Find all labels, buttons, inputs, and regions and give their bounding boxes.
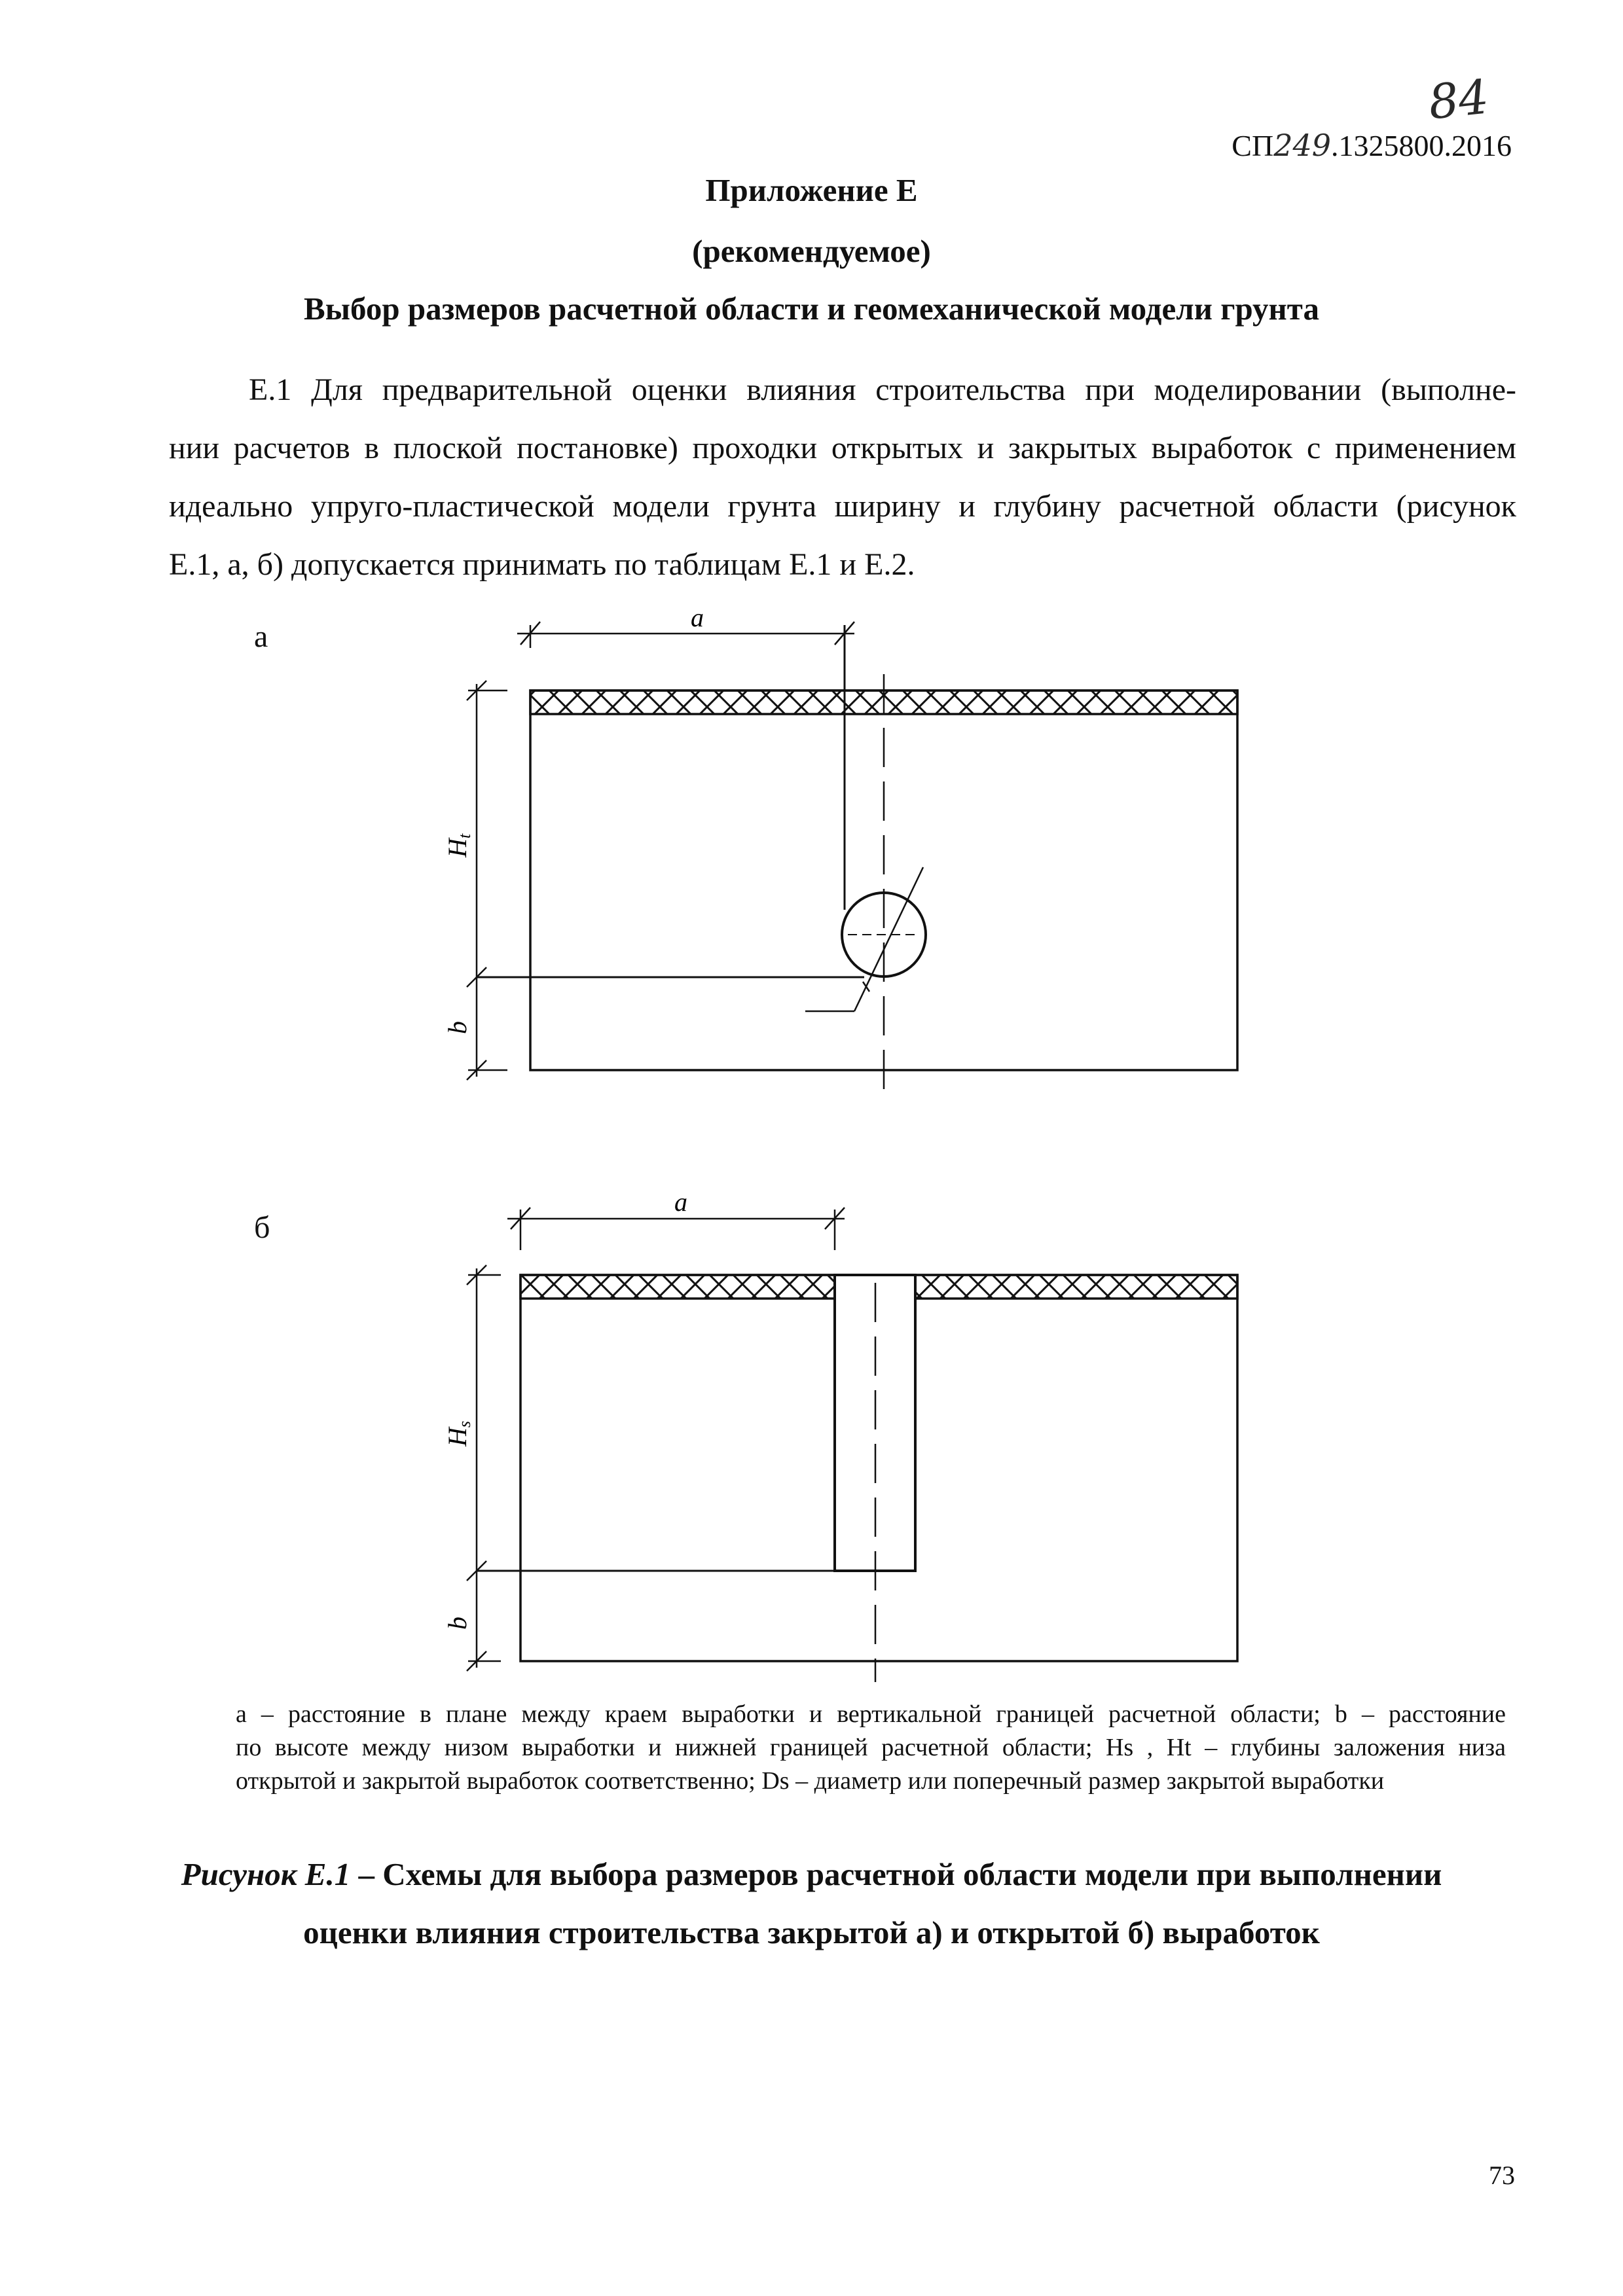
legend-line: по высоте между низом выработки и нижней границей расчетной области; Hs , Ht – глубины заложения низа [236,1734,1506,1761]
figure-b-ground-surface-hatch-left [520,1275,835,1299]
figure-a-dim-b-text: b [443,1021,472,1034]
figure-b-dim-h-text [443,1421,474,1447]
figure-a-dim-a-text: a [691,603,704,632]
figure-b-dim-h-sub: s [455,1420,474,1428]
document-code-prefix: СП [1231,129,1274,162]
figure-caption-line2: оценки влияния строительства закрытой а) и открытой б) выработок [303,1914,1320,1950]
figure-caption-text: – Схемы для выбора размеров расчетной области модели при выполнении [350,1856,1442,1892]
legend-line: a – расстояние в плане между краем выработки и вертикальной границей расчетной области; b – расстояние [236,1700,1506,1728]
figure-a-label: а [254,619,268,654]
figure-caption-line1 [0,1856,1623,1893]
handwritten-page-number: 84 [1426,69,1492,130]
figure-a-dim-h-main: H [443,838,472,857]
figure-b-label: б [254,1210,270,1245]
figure-b-dim-b-text: b [443,1617,472,1630]
appendix-status: (рекомендуемое) [692,233,931,269]
paragraph-line: идеально упруго-пластической модели грунта ширину и глубину расчетной области (рисунок [169,489,1516,524]
figure-caption-label: Рисунок Е.1 [181,1856,351,1892]
figure-b-dim-a-text: a [674,1187,687,1217]
legend-line: открытой и закрытой выработок соответственно; Ds – диаметр или поперечный размер закрытой выработки [236,1767,1385,1795]
appendix-title: Приложение Е [705,172,918,208]
paragraph-line: Е.1, а, б) допускается принимать по таблицам Е.1 и Е.2. [169,547,915,582]
appendix-subtitle: Выбор размеров расчетной области и геомеханической модели грунта [304,291,1319,327]
document-code-handwritten: 249 [1273,128,1331,163]
figure-a-dim-h-sub: t [455,833,474,839]
paragraph-line: нии расчетов в плоской постановке) проходки открытых и закрытых выработок с применением [169,431,1516,465]
figure-b-dim-h-main: H [443,1427,472,1446]
page-number: 73 [1489,2161,1515,2190]
figure-b-ground-surface-hatch-right [915,1275,1237,1299]
document-code-suffix: .1325800.2016 [1331,129,1512,162]
paragraph-line: Е.1 Для предварительной оценки влияния строительства при моделировании (выполне- [249,372,1516,407]
